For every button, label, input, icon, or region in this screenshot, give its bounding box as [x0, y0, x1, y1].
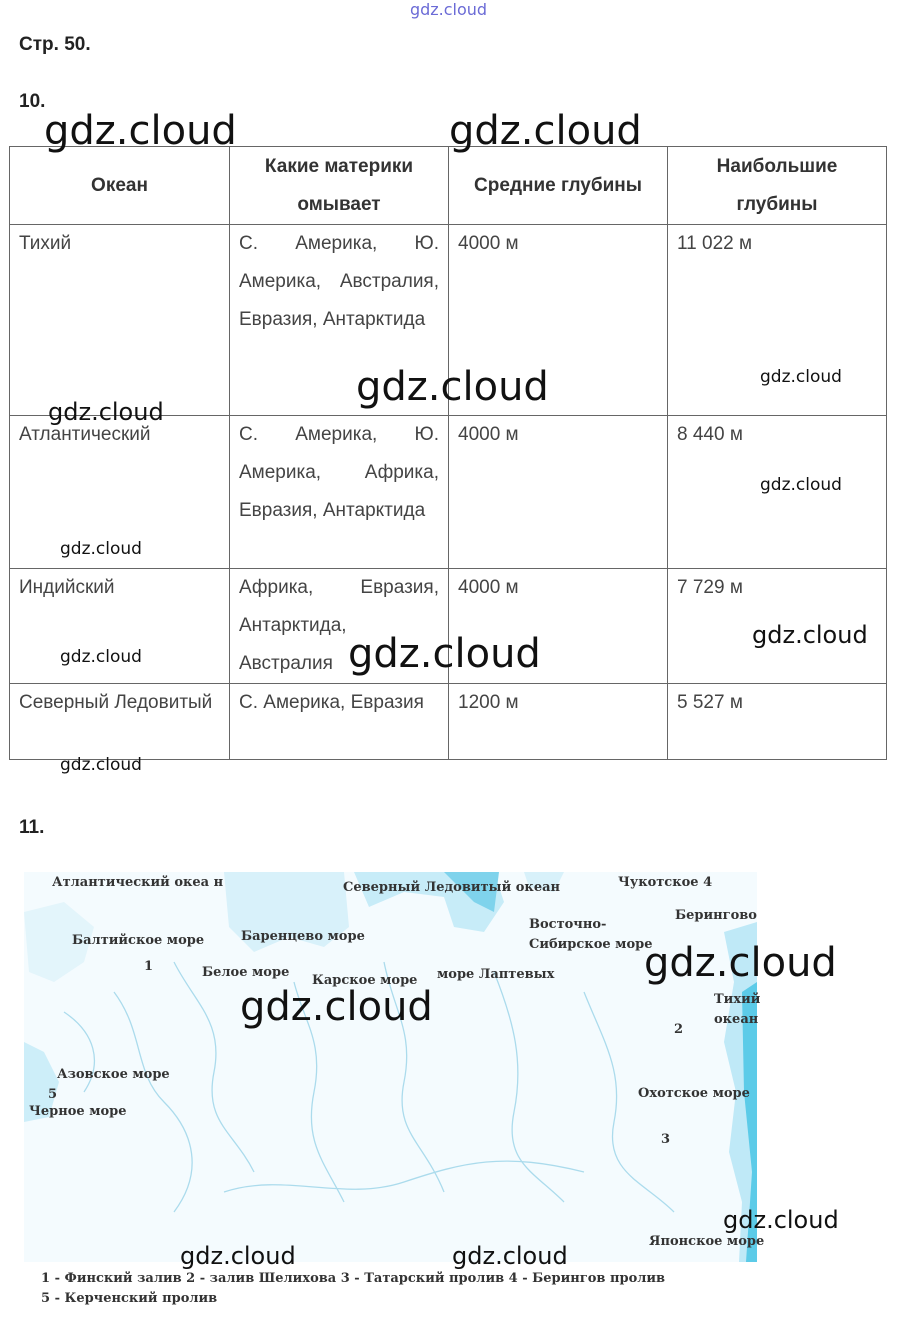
- map-label-baltic-sea: Балтийское море: [72, 933, 205, 948]
- watermark: gdz.cloud: [48, 398, 164, 426]
- map-legend-line1: 1 - Финский залив 2 - залив Шелихова 3 - Татарский пролив 4 - Берингов пролив: [41, 1271, 666, 1286]
- watermark: gdz.cloud: [180, 1242, 296, 1270]
- map-label-white-sea: Белое море: [202, 965, 290, 980]
- watermark: gdz.cloud: [752, 621, 868, 649]
- cell-average-depth: 4000 м: [449, 225, 668, 416]
- map-label-east-siberian-sea-line2: Сибирское море: [529, 937, 653, 952]
- cell-continents: С. Америка, Евразия: [230, 684, 449, 760]
- watermark: gdz.cloud: [760, 367, 842, 387]
- cell-continents: С. Америка, Ю. Америка, Австралия, Евразия, Антарктида: [230, 225, 449, 416]
- header-ocean: Океан: [10, 147, 230, 225]
- map-label-east-siberian-sea-line1: Восточно-: [529, 917, 607, 932]
- top-watermark-link[interactable]: gdz.cloud: [409, 0, 488, 19]
- watermark: gdz.cloud: [723, 1206, 839, 1234]
- watermark: gdz.cloud: [60, 755, 142, 775]
- watermark: gdz.cloud: [356, 364, 549, 410]
- watermark: gdz.cloud: [60, 647, 142, 667]
- map-label-azov-sea: Азовское море: [57, 1067, 170, 1082]
- cell-continents: Африка, Евразия, Антарктида, Австралия: [230, 569, 449, 684]
- map-label-black-sea: Черное море: [29, 1104, 127, 1119]
- task-11-number: 11.: [19, 817, 45, 838]
- map-marker-1: 1: [144, 959, 154, 974]
- cell-ocean: Северный Ледовитый: [10, 684, 230, 760]
- cell-average-depth: 4000 м: [449, 569, 668, 684]
- map-label-barents-sea: Баренцево море: [241, 929, 365, 944]
- watermark: gdz.cloud: [44, 108, 237, 154]
- map-label-laptev-sea: море Лаптевых: [437, 967, 555, 982]
- map-label-bering-sea: Берингово: [675, 908, 757, 923]
- cell-max-depth: 5 527 м: [668, 684, 887, 760]
- watermark: gdz.cloud: [452, 1242, 568, 1270]
- map-marker-2: 2: [674, 1022, 684, 1037]
- map-label-kara-sea: Карское море: [312, 973, 418, 988]
- map-label-arctic-ocean: Северный Ледовитый океан: [343, 880, 561, 895]
- watermark: gdz.cloud: [644, 940, 837, 986]
- header-average-depth: Средние глубины: [449, 147, 668, 225]
- map-marker-5: 5: [48, 1087, 58, 1102]
- map-label-okhotsk-sea: Охотское море: [638, 1086, 750, 1101]
- cell-max-depth: 7 729 м: [668, 569, 887, 684]
- cell-max-depth: 11 022 м: [668, 225, 887, 416]
- watermark: gdz.cloud: [760, 475, 842, 495]
- map-label-pacific-ocean-line1: Тихий: [714, 992, 761, 1007]
- page-heading: Стр. 50.: [19, 34, 91, 55]
- map-marker-3: 3: [661, 1132, 671, 1147]
- map-label-japan-sea: Японское море: [649, 1234, 765, 1249]
- map-label-atlantic-ocean: Атлантический океа н: [52, 875, 224, 890]
- cell-max-depth: 8 440 м: [668, 416, 887, 569]
- watermark: gdz.cloud: [240, 984, 433, 1030]
- table-header-row: [10, 147, 887, 225]
- header-max-depth: Наибольшие глубины: [668, 147, 887, 225]
- header-continents: Какие материки омывает: [230, 147, 449, 225]
- cell-average-depth: 4000 м: [449, 416, 668, 569]
- cell-continents: С. Америка, Ю. Америка, Африка, Евразия, Антарктида: [230, 416, 449, 569]
- cell-average-depth: 1200 м: [449, 684, 668, 760]
- cell-ocean: Индийский: [10, 569, 230, 684]
- table-row: [10, 684, 887, 760]
- map-legend-line2: 5 - Керченский пролив: [41, 1291, 218, 1306]
- watermark: gdz.cloud: [348, 631, 541, 677]
- cell-ocean: Тихий: [10, 225, 230, 416]
- watermark: gdz.cloud: [60, 539, 142, 559]
- map-label-chukchi-sea: Чукотское 4: [618, 875, 713, 890]
- map-label-pacific-ocean-line2: океан: [714, 1012, 759, 1027]
- cell-ocean: Атлантический: [10, 416, 230, 569]
- watermark: gdz.cloud: [449, 108, 642, 154]
- task-10-number: 10.: [19, 91, 46, 112]
